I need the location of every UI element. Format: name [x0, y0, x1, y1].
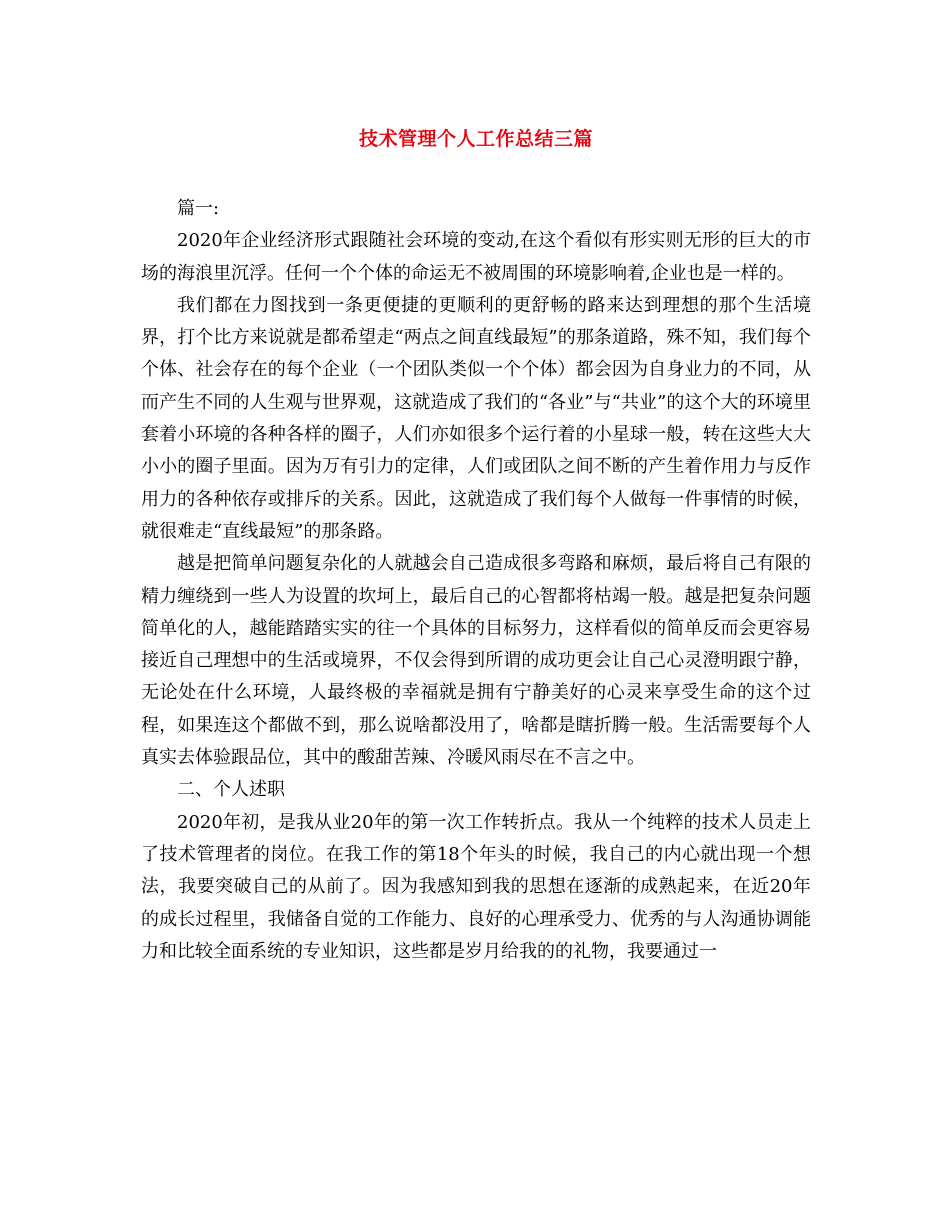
section-heading-2: 二、个人述职 — [177, 779, 285, 801]
paragraph: 越是把简单问题复杂化的人就越会自己造成很多弯路和麻烦，最后将自己有限的精力缠绕到一些人为设置的坎坷上，最后自己的心智都将枯竭一般。越是把复杂问题简单化的人，越能踏踏实实的往一个具体的目标努力，这样看似的简单反而会更容易接近自己理想中的生活或境界，不仅会得到所谓的成功更会让自己心灵澄明跟宁静，无论处在什么环境，人最终极的幸福就是拥有宁静美好的心灵来享受生命的这个过程，如果连这个都做不到，那么说啥都没用了，啥都是瞎折腾一般。生活需要每个人真实去体验跟品位，其中的酸甜苦辣、冷暖风雨尽在不言之中。 — [141, 553, 811, 769]
document-title: 技术管理个人工作总结三篇 — [358, 128, 593, 150]
document-body — [141, 193, 811, 968]
section-heading-1: 篇一: — [177, 198, 220, 219]
paragraph: 2020年企业经济形式跟随社会环境的变动,在这个看似有形实则无形的巨大的市场的海浪里沉浮。任何一个个体的命运无不被周围的环境影响着,企业也是一样的。 — [141, 230, 811, 284]
paragraph: 2020年初，是我从业20年的第一次工作转折点。我从一个纯粹的技术人员走上了技术管理者的岗位。在我工作的第18个年头的时候，我自己的内心就出现一个想法，我要突破自己的从前了。因为我感知到我的思想在逐渐的成熟起来，在近20年的成长过程里，我储备自觉的工作能力、良好的心理承受力、优秀的与人沟通协调能力和比较全面系统的专业知识，这些都是岁月给我的的礼物，我要通过一 — [141, 811, 811, 962]
paragraph: 我们都在力图找到一条更便捷的更顺利的更舒畅的路来达到理想的那个生活境界，打个比方来说就是都希望走“两点之间直线最短”的那条道路，殊不知，我们每个个体、社会存在的每个企业（一个团队类似一个个体）都会因为自身业力的不同，从而产生不同的人生观与世界观，这就造成了我们的“各业”与“共业”的这个大的环境里套着小环境的各种各样的圈子，人们亦如很多个运行着的小星球一般，转在这些大大小小的圈子里面。因为万有引力的定律，人们或团队之间不断的产生着作用力与反作用力的各种依存或排斥的关系。因此，这就造成了我们每个人做每一件事情的时候，就很难走“直线最短”的那条路。 — [141, 294, 811, 542]
